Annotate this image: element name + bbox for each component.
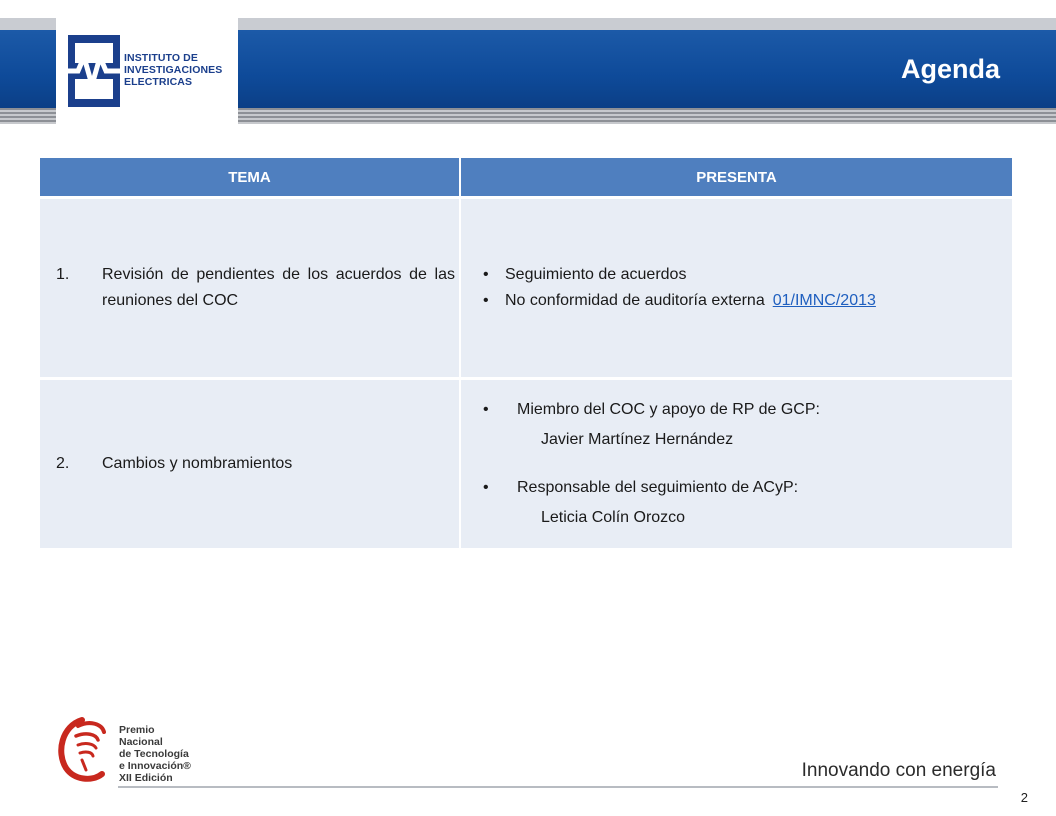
list-item <box>483 395 1012 425</box>
audit-link[interactable]: 01/IMNC/2013 <box>772 292 876 309</box>
list-item <box>483 473 1012 503</box>
slogan: Innovando con energía <box>801 760 996 781</box>
premio-line: e Innovación® <box>119 760 191 772</box>
agenda-table <box>40 158 1012 548</box>
topic-cell <box>40 198 460 379</box>
bullet-icon: • <box>483 479 489 496</box>
person-name: Leticia Colín Orozco <box>541 509 686 526</box>
premio-line: de Tecnología <box>119 748 189 760</box>
topic-text: Revisión de pendientes de los acuerdos de las reuniones del COC <box>102 266 455 309</box>
logo-line: INVESTIGACIONES <box>124 64 223 76</box>
logo-line: INSTITUTO DE <box>124 52 198 64</box>
presenta-text: Miembro del COC y apoyo de RP de GCP: <box>517 401 820 418</box>
column-header-tema: TEMA <box>40 158 460 198</box>
presenta-cell <box>460 198 1012 379</box>
presenta-cell <box>460 379 1012 549</box>
bullet-icon: • <box>483 401 489 418</box>
column-header-presenta: PRESENTA <box>460 158 1012 198</box>
premio-logo-icon <box>52 712 116 786</box>
table-row <box>40 198 1012 379</box>
person-name: Javier Martínez Hernández <box>541 431 734 448</box>
premio-line: Nacional <box>119 736 163 748</box>
premio-line: Premio <box>119 724 155 736</box>
presenta-text: Seguimiento de acuerdos <box>505 266 687 283</box>
footer-divider <box>118 786 998 788</box>
topic-cell <box>40 379 460 549</box>
presenta-text: Responsable del seguimiento de ACyP: <box>517 479 799 496</box>
topic-text: Cambios y nombramientos <box>102 455 293 472</box>
presenta-text: No conformidad de auditoría externa <box>505 292 765 309</box>
list-item <box>483 262 1012 288</box>
topic-number: 1. <box>56 266 70 283</box>
iie-logo-text <box>124 52 222 88</box>
page-number: 2 <box>1020 790 1028 805</box>
iie-logo-icon <box>68 35 120 107</box>
bullet-icon: • <box>483 266 489 283</box>
premio-logo-text <box>119 724 191 784</box>
bullet-icon: • <box>483 292 489 309</box>
list-item <box>483 288 1012 314</box>
table-header-row <box>40 158 1012 198</box>
page-title: Agenda <box>900 54 1000 84</box>
premio-line: XII Edición <box>119 772 173 784</box>
table-row <box>40 379 1012 549</box>
topic-number: 2. <box>56 455 70 472</box>
logo-line: ELECTRICAS <box>124 76 193 88</box>
